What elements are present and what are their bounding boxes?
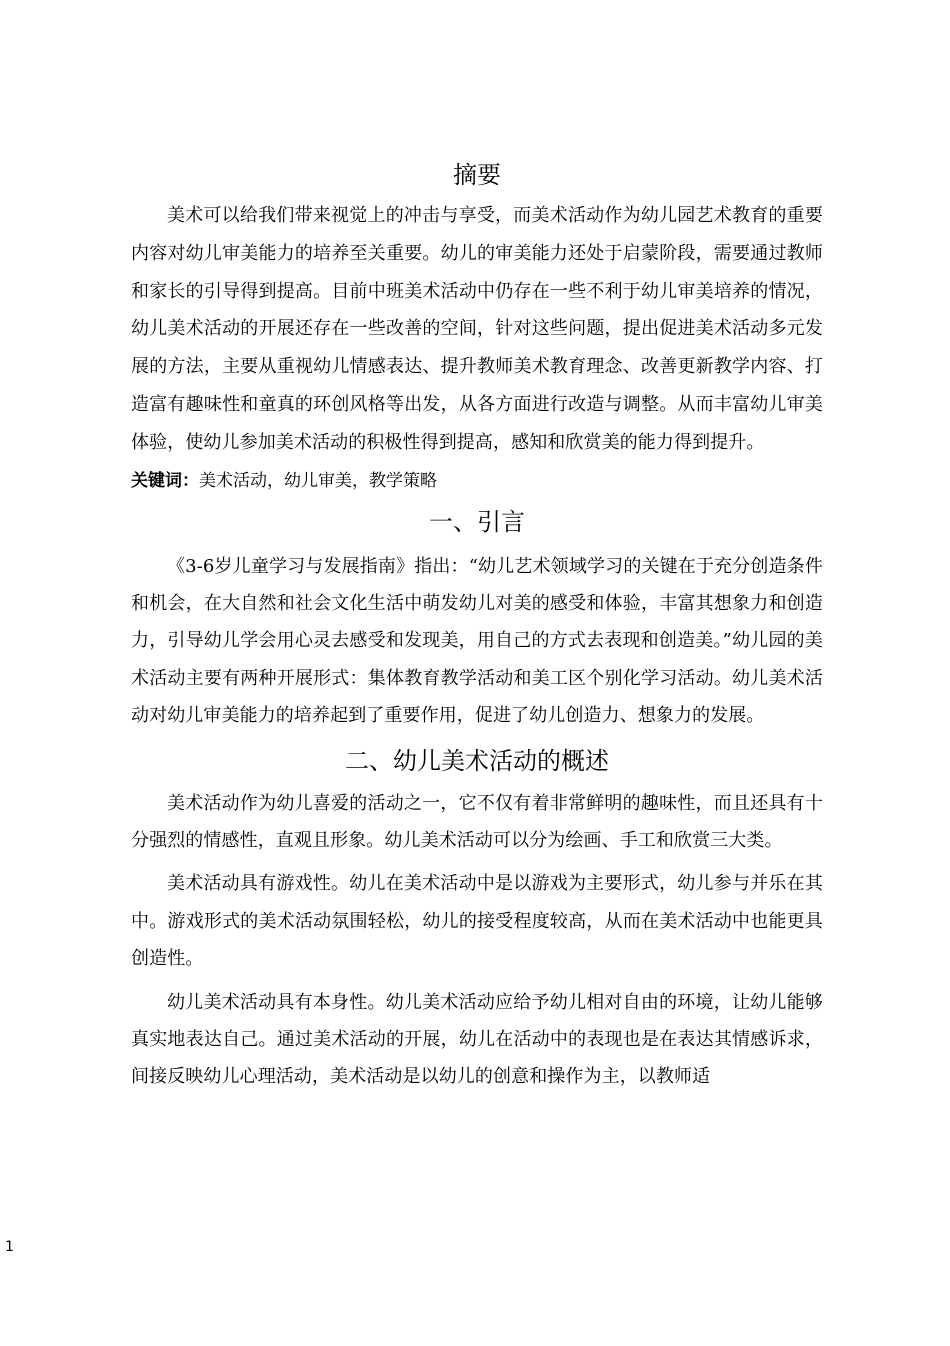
section-2-title: 二、幼儿美术活动的概述 — [345, 746, 609, 775]
section-2-paragraph: 美术活动具有游戏性。幼儿在美术活动中是以游戏为主要形式，幼儿参与并乐在其中。游戏形式的美术活动氛围轻松，幼儿的接受程度较高，从而在美术活动中也能更具创造性。 — [131, 873, 823, 970]
section-2-paragraph: 幼儿美术活动具有本身性。幼儿美术活动应给予幼儿相对自由的环境，让幼儿能够真实地表达自己。通过美术活动的开展，幼儿在活动中的表现也是在表达其情感诉求，间接反映幼儿心理活动，美术活动是以幼儿的创意和操作为主，以教师适 — [131, 991, 823, 1088]
section-2-paragraph: 美术活动作为幼儿喜爱的活动之一，它不仅有着非常鲜明的趣味性，而且还具有十分强烈的情感性，直观且形象。幼儿美术活动可以分为绘画、手工和欣赏三大类。 — [131, 792, 823, 852]
abstract-title: 摘要 — [453, 161, 501, 189]
section-1-title: 一、引言 — [429, 507, 525, 536]
keywords-line — [131, 464, 823, 498]
page-content — [131, 155, 823, 1102]
page-number: 1 — [5, 1239, 14, 1255]
abstract-paragraph: 美术可以给我们带来视觉上的冲击与享受，而美术活动作为幼儿园艺术教育的重要内容对幼儿审美能力的培养至关重要。幼儿的审美能力还处于启蒙阶段，需要通过教师和家长的引导得到提高。目前中班美术活动中仍存在一些不利于幼儿审美培养的情况，幼儿美术活动的开展还存在一些改善的空间，针对这些问题，提出促进美术活动多元发展的方法，主要从重视幼儿情感表达、提升教师美术教育理念、改善更新教学内容、打造富有趣味性和童真的环创风格等出发，从各方面进行改造与调整。从而丰富幼儿审美体验，使幼儿参加美术活动的积极性得到提高，感知和欣赏美的能力得到提升。 — [131, 205, 823, 453]
keywords-label: 关键词： — [131, 470, 199, 491]
keywords-text: 美术活动，幼儿审美，教学策略 — [199, 470, 437, 491]
section-1-paragraph: 《3-6岁儿童学习与发展指南》指出：“幼儿艺术领域学习的关键在于充分创造条件和机会，在大自然和社会文化生活中萌发幼儿对美的感受和体验，丰富其想象力和创造力，引导幼儿学会用心灵去感受和发现美，用自己的方式去表现和创造美。”幼儿园的美术活动主要有两种开展形式：集体教育教学活动和美工区个别化学习活动。幼儿美术活动对幼儿审美能力的培养起到了重要作用，促进了幼儿创造力、想象力的发展。 — [131, 555, 823, 727]
